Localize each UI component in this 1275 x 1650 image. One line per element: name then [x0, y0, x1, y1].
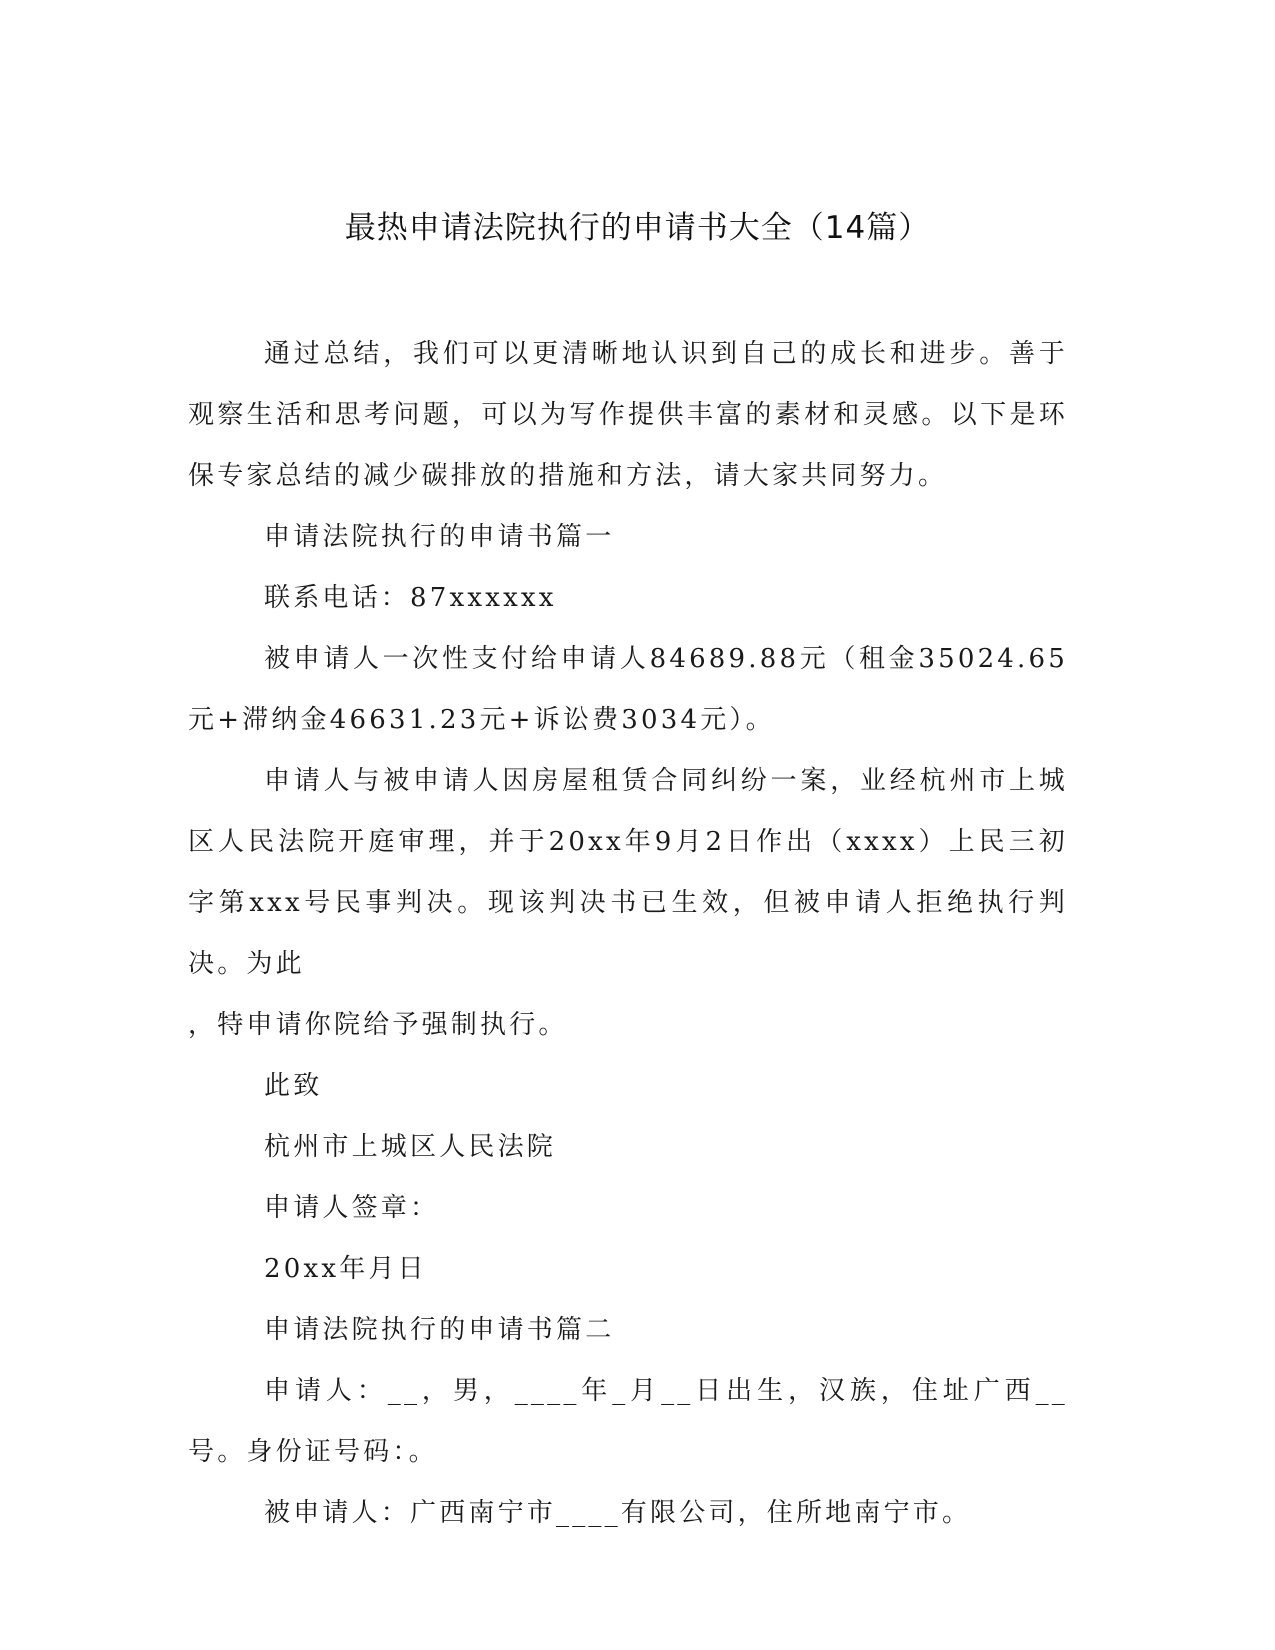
salutation-line: 此致 — [264, 1071, 323, 1101]
respondent-info-line: 被申请人：广西南宁市____有限公司，住所地南宁市。 — [264, 1498, 972, 1528]
document-body — [188, 324, 1068, 1544]
payment-request-paragraph: 被申请人一次性支付给申请人84689.88元（租金35024.65元+滞纳金46631.23元+诉讼费3034元）。 — [188, 644, 1068, 735]
contact-phone-line: 联系电话：87xxxxxx — [264, 583, 557, 613]
court-name-line: 杭州市上城区人民法院 — [264, 1132, 557, 1162]
enforcement-request-line: ，特申请你院给予强制执行。 — [188, 1010, 568, 1040]
section-heading-two: 申请法院执行的申请书篇二 — [264, 1315, 615, 1345]
case-facts-paragraph: 申请人与被申请人因房屋租赁合同纠纷一案，业经杭州市上城区人民法院开庭审理，并于20xx年9月2日作出（xxxx）上民三初字第xxx号民事判决。现该判决书已生效，但被申请人拒绝执行判决。为此 — [188, 766, 1068, 979]
document-title: 最热申请法院执行的申请书大全（14篇） — [344, 210, 931, 246]
applicant-signature-line: 申请人签章： — [264, 1193, 440, 1223]
section-heading-one: 申请法院执行的申请书篇一 — [264, 522, 615, 552]
intro-paragraph: 通过总结，我们可以更清晰地认识到自己的成长和进步。善于观察生活和思考问题，可以为写作提供丰富的素材和灵感。以下是环保专家总结的减少碳排放的措施和方法，请大家共同努力。 — [188, 339, 1068, 491]
applicant-info-paragraph: 申请人：__，男，____年_月__日出生，汉族，住址广西__号。身份证号码：。 — [188, 1376, 1068, 1467]
date-line: 20xx年月日 — [264, 1254, 427, 1284]
